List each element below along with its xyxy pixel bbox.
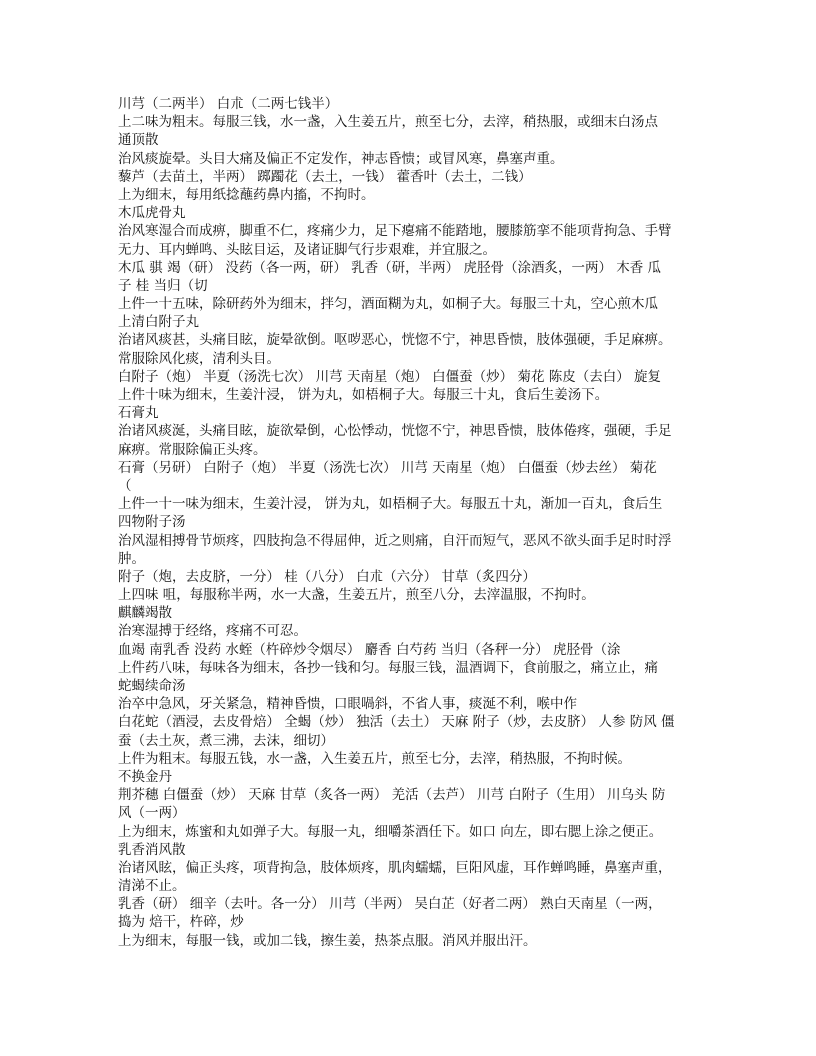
text-line: 上件十味为细末，生姜汁浸， 饼为丸，如梧桐子大。每服三十丸，食后生姜汤下。 (118, 387, 609, 403)
text-line: 石膏丸 (118, 405, 159, 422)
text-line: 白附子（炮） 半夏（汤洗七次） 川芎 天南星（炮） 白僵蚕（炒） 菊花 陈皮（去白） 旋复 (118, 368, 662, 385)
text-line: 麻痹。常服除偏正头疼。 (118, 441, 267, 458)
text-line: 川芎（二两半） 白朮（二两七钱半） (118, 96, 339, 112)
text-line: 藜芦（去苗土，半两） 踯躅花（去土，一钱） 藿香叶（去土，二钱） (118, 168, 532, 185)
text-line: 治风湿相搏骨节烦疼，四肢拘急不得屈伸，近之则痛，自汗而短气，恶风不欲头面手足时时浮 (118, 532, 672, 549)
text-line: 上二味为粗末。每服三钱，水一盏，入生姜五片，煎至七分，去滓，稍热服，或细末白汤点 (118, 114, 658, 131)
text-line: （ (118, 477, 132, 494)
text-line: 木瓜 骐 竭（研） 没药（各一两，研） 乳香（研，半两） 虎胫骨（涂酒炙，一两） 木香 瓜 (118, 259, 662, 276)
text-line: 常服除风化痰，清利头目。 (118, 350, 280, 367)
text-line: 上件药八味，每味各为细末，各抄一钱和匀。每服三钱，温酒调下，食前服之，痛立止，痛 (118, 659, 658, 676)
text-line: 荆芥穗 白僵蚕（炒） 天麻 甘草（炙各一两） 羌活（去芦） 川芎 白附子（生用） 川乌头 防 (118, 787, 666, 804)
text-line: 上清白附子丸 (118, 314, 199, 331)
text-line: 上为细末，每用纸捻蘸药鼻内搐，不拘时。 (118, 186, 375, 203)
text-line: 无力、耳内蝉鸣、头眩目运，及诸证脚气行步艰难，并宜服之。 (118, 241, 496, 258)
text-line: 不换金丹 (118, 768, 172, 785)
text-line: 治诸风眩，偏正头疼，项背拘急，肢体烦疼，肌肉蠕蠕，巨阳风虚，耳作蝉鸣睡，鼻塞声重， (118, 859, 672, 876)
text-line: 治风寒湿合而成痹，脚重不仁，疼痛少力，足下瘪痛不能踏地，腰膝筋挛不能项背拘急、手臂 (118, 223, 672, 240)
text-line: 上为细末，炼蜜和丸如弹子大。每服一丸，细嚼茶酒任下。如口 向左，即右腮上涂之便正。 (118, 823, 663, 840)
text-line: 子 桂 当归（切 (118, 277, 208, 294)
text-line: 治卒中急风，牙关紧急，精神昏愦，口眼喎斜，不省人事，痰涎不利，喉中作 (118, 696, 577, 713)
text-line: 乳香（研） 细辛（去叶。各一分） 川芎（半两） 吴白芷（好者二两） 熟白天南星（一两， (118, 896, 662, 913)
text-line: 附子（炮，去皮脐，一分） 桂（八分） 白朮（六分） 甘草（炙四分） (118, 568, 536, 585)
text-line: 麒麟竭散 (118, 605, 172, 622)
text-line: 治诸风痰甚，头痛目眩，旋晕欲倒。呕哕恶心，恍惚不宁，神思昏愦，肢体强硬，手足麻痹。 (118, 332, 672, 349)
text-line: 上件一十五味，除研药外为细末，拌匀，酒面糊为丸，如桐子大。每服三十丸，空心煎木瓜 (118, 296, 658, 313)
text-line: 上为细末，每服一钱，或加二钱，擦生姜，热茶点服。消风并服出汗。 (118, 932, 537, 949)
text-line: 捣为 焙干，杵碎，炒 (118, 914, 244, 931)
document-body (118, 95, 718, 950)
text-line: 石膏（另研） 白附子（炮） 半夏（汤洗七次） 川芎 天南星（炮） 白僵蚕（炒去丝） 菊花 (118, 459, 657, 476)
text-line: 治风痰旋晕。头目大痛及偏正不定发作，神志昏愦；或冒风寒，鼻塞声重。 (118, 150, 564, 167)
text-line: 乳香消风散 (118, 841, 186, 858)
text-line: 清涕不止。 (118, 878, 186, 895)
text-line: 治诸风痰涎，头痛目眩，旋欲晕倒，心忪悸动，恍惚不宁，神思昏愦，肢体倦疼，强硬，手足 (118, 423, 672, 440)
text-line: 蛇蝎续命汤 (118, 678, 186, 694)
text-line: 风（一两） (118, 805, 186, 822)
text-line: 白花蛇（酒浸，去皮骨焙） 全蝎（炒） 独活（去土） 天麻 附子（炒，去皮脐） 人参 防风 僵 (118, 714, 675, 731)
text-line: 肿。 (118, 550, 145, 567)
text-line: 木瓜虎骨丸 (118, 205, 186, 222)
text-line: 上件一十一味为细末，生姜汁浸， 饼为丸，如梧桐子大。每服五十丸，渐加一百丸，食后生 (118, 496, 663, 513)
text-line: 血竭 南乳香 没药 水蛭（杵碎炒令烟尽） 麝香 白芍药 当归（各秤一分） 虎胫骨（涂 (118, 641, 621, 658)
text-line: 治寒湿搏于经络，疼痛不可忍。 (118, 623, 307, 640)
text-line: 蚕（去土灰，煮三沸，去沫，细切） (118, 732, 334, 749)
text-line: 上四味 咀，每服称半两，水一大盏，生姜五片，煎至八分，去滓温服，不拘时。 (118, 587, 595, 604)
text-line: 四物附子汤 (118, 514, 186, 531)
text-line: 上件为粗末。每服五钱，水一盏，入生姜五片，煎至七分，去滓，稍热服，不拘时候。 (118, 750, 631, 767)
text-line: 通顶散 (118, 132, 159, 149)
